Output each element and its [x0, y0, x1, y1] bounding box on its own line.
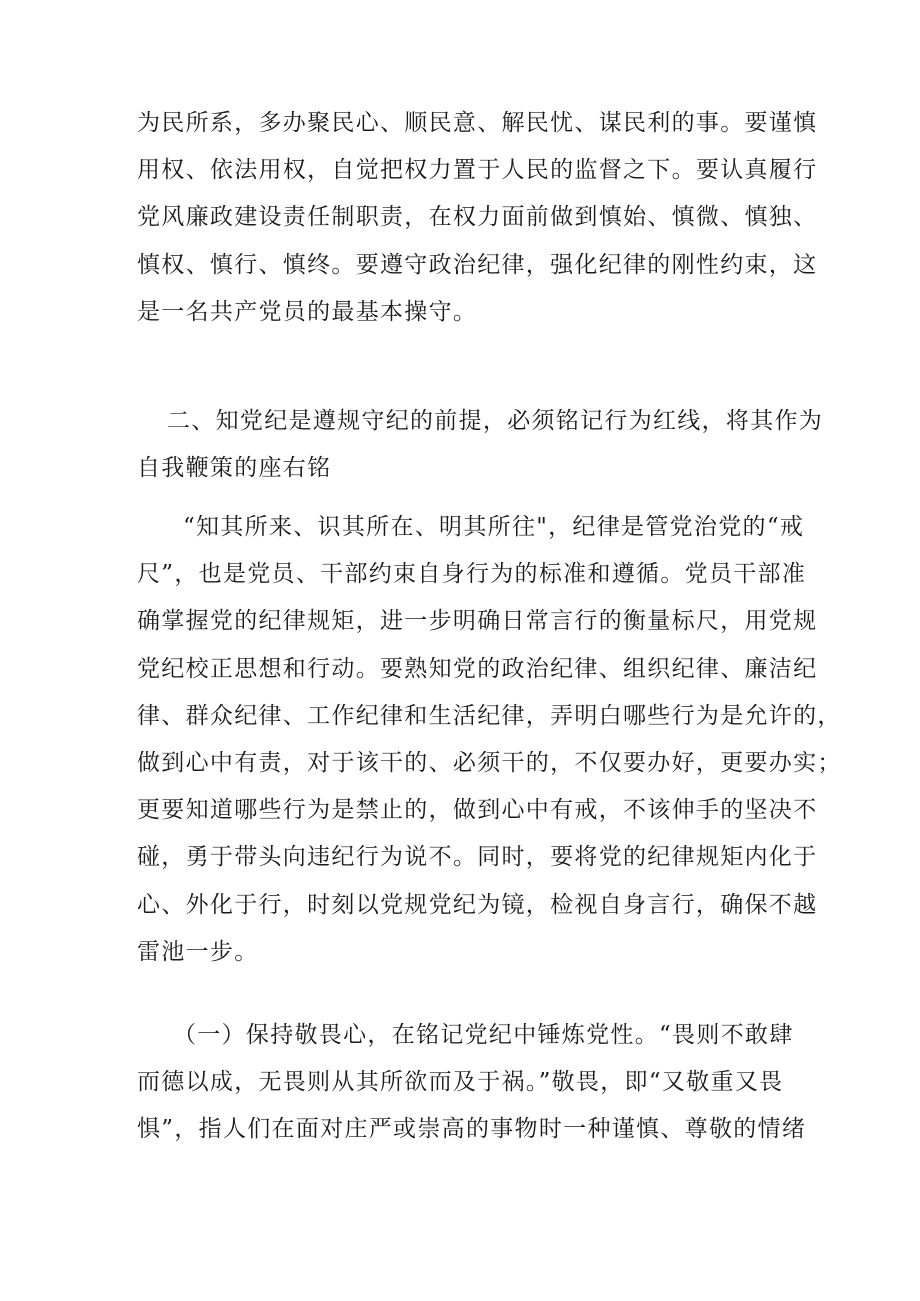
text-line: 碰，勇于带头向违纪行为说不。同时，要将党的纪律规矩内化于 — [137, 844, 818, 871]
text-line: 慎权、慎行、慎终。要遵守政治纪律，强化纪律的刚性约束，这 — [137, 251, 818, 278]
text-line: （一）保持敬畏心，在铭记党纪中锤炼党性。“畏则不敢肆 — [173, 1022, 794, 1048]
text-line: 做到心中有责，对于该干的、必须干的，不仅要办好，更要办实； — [137, 749, 842, 776]
text-line: 用权、依法用权，自觉把权力置于人民的监督之下。要认真履行 — [137, 157, 818, 184]
text-line: 确掌握党的纪律规矩，进一步明确日常言行的衡量标尺，用党规 — [137, 608, 818, 635]
paragraph-1 — [137, 100, 818, 336]
heading-line: 二、知党纪是遵规守纪的前提，必须铭记行为红线，将其作为 — [167, 408, 824, 434]
section-heading — [137, 398, 824, 492]
text-line: 党纪校正思想和行动。要熟知党的政治纪律、组织纪律、廉洁纪 — [137, 655, 818, 682]
text-line: 心、外化于行，时刻以党规党纪为镜，检视自身言行，确保不越 — [137, 891, 818, 918]
paragraph-3 — [137, 1012, 807, 1154]
paragraph-2 — [137, 504, 842, 976]
heading-line: 自我鞭策的座右铭 — [137, 455, 332, 482]
text-line: 党风廉政建设责任制职责，在权力面前做到慎始、慎微、慎独、 — [137, 204, 818, 231]
text-line: 律、群众纪律、工作纪律和生活纪律，弄明白哪些行为是允许的， — [137, 702, 842, 729]
text-line: 更要知道哪些行为是禁止的，做到心中有戒，不该伸手的坚决不 — [137, 797, 818, 824]
text-line: “知其所来、识其所在、明其所往"，纪律是管党治党的“戒 — [183, 514, 805, 540]
text-line: 为民所系，多办聚民心、顺民意、解民忧、谋民利的事。要谨慎 — [137, 110, 818, 136]
text-line: 而德以成，无畏则从其所欲而及于祸。”敬畏，即“又敬重又畏 — [137, 1069, 784, 1096]
text-line: 是一名共产党员的最基本操守。 — [137, 298, 478, 325]
text-line: 尺”，也是党员、干部约束自身行为的标准和遵循。党员干部准 — [137, 561, 807, 588]
text-line: 惧”，指人们在面对庄严或崇高的事物时一种谨慎、尊敬的情绪 — [137, 1116, 807, 1143]
text-line: 雷池一步。 — [137, 938, 259, 965]
